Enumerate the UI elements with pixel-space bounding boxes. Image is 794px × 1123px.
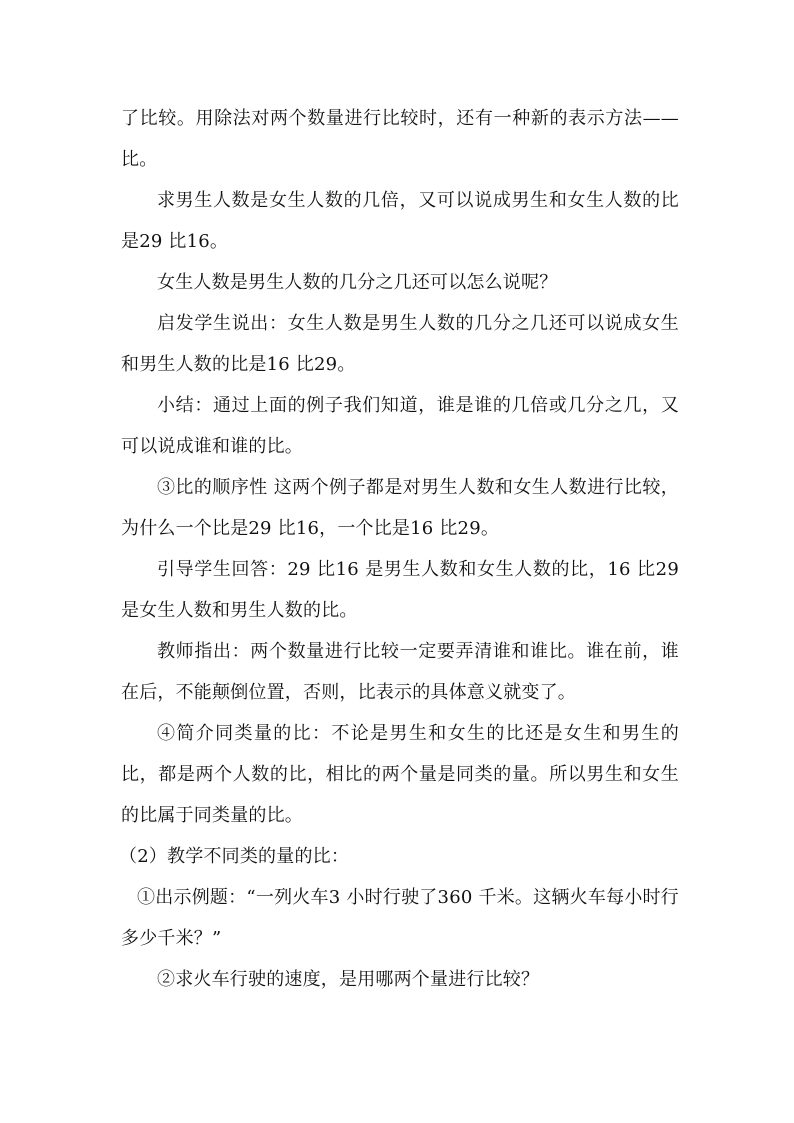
paragraph-order: ③比的顺序性 这两个例子都是对男生人数和女生人数进行比较，为什么一个比是29 比16，一个比是16 比29。 bbox=[121, 477, 679, 539]
section-heading: （2）教学不同类的量的比： bbox=[119, 846, 350, 867]
paragraph-student-answer: 启发学生说出：女生人数是男生人数的几分之几还可以说成女生和男生人数的比是16 比29。 bbox=[121, 313, 679, 375]
paragraph-speed-question: ②求火车行驶的速度，是用哪两个量进行比较？ bbox=[157, 969, 540, 990]
paragraph-guided-answer: 引导学生回答：29 比16 是男生人数和女生人数的比，16 比29 是女生人数和男生人数的比。 bbox=[121, 559, 679, 621]
paragraph-ratio-boys-girls: 求男生人数是女生人数的几倍，又可以说成男生和女生人数的比是29 比16。 bbox=[121, 190, 679, 252]
document-body bbox=[121, 98, 679, 1000]
paragraph-summary: 小结：通过上面的例子我们知道，谁是谁的几倍或几分之几，又可以说成谁和谁的比。 bbox=[121, 395, 679, 457]
paragraph-example: ①出示例题：“一列火车3 小时行驶了360 千米。这辆火车每小时行多少千米？” bbox=[121, 887, 679, 949]
paragraph-continuation: 了比较。用除法对两个数量进行比较时，还有一种新的表示方法——比。 bbox=[121, 108, 679, 170]
paragraph-same-kind-ratio: ④简介同类量的比：不论是男生和女生的比还是女生和男生的比，都是两个人数的比，相比的两个量是同类的量。所以男生和女生的比属于同类量的比。 bbox=[121, 723, 679, 826]
paragraph-teacher-note: 教师指出：两个数量进行比较一定要弄清谁和谁比。谁在前，谁在后，不能颠倒位置，否则，比表示的具体意义就变了。 bbox=[121, 641, 679, 703]
paragraph-question: 女生人数是男生人数的几分之几还可以怎么说呢？ bbox=[157, 272, 558, 293]
